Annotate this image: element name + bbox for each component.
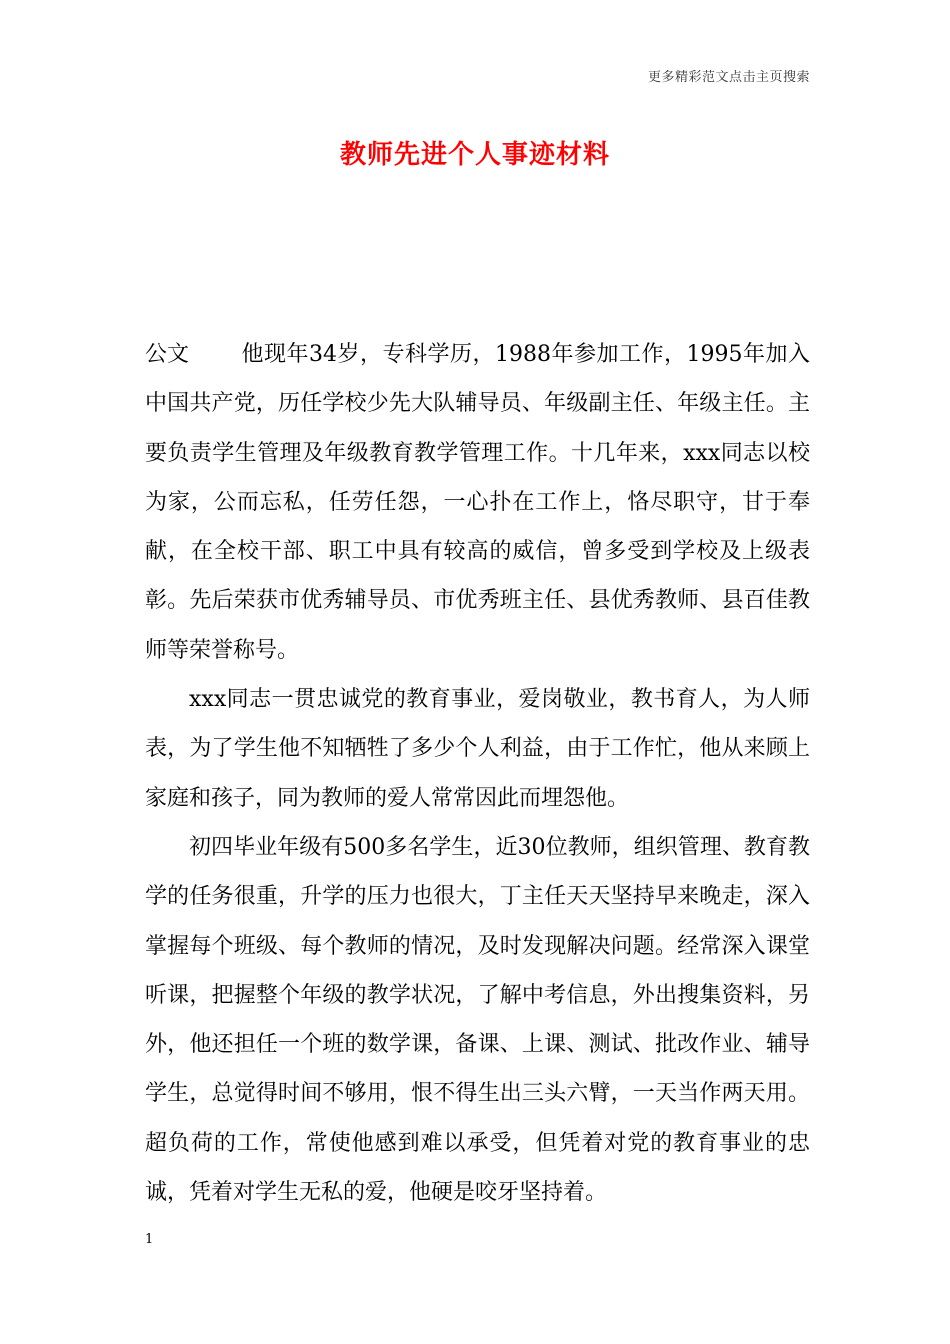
- document-title: 教师先进个人事迹材料: [339, 140, 610, 170]
- paragraph-1-text: 他现年34岁，专科学历，1988年参加工作，1995年加入中国共产党，历任学校少先大队辅导员、年级副主任、年级主任。主要负责学生管理及年级教育教学管理工作。十几年来，xxx同志以校为家，公而忘私，任劳任怨，一心扑在工作上，恪尽职守，甘于奉献，在全校干部、职工中具有较高的威信，曾多受到学校及上级表彰。先后荣获市优秀辅导员、市优秀班主任、县优秀教师、县百佳教师等荣誉称号。: [145, 342, 810, 663]
- paragraph-2: xxx同志一贯忠诚党的教育事业，爱岗敬业，教书育人，为人师表，为了学生他不知牺牲了多少个人利益，由于工作忙，他从来顾上家庭和孩子，同为教师的爱人常常因此而埋怨他。: [145, 687, 810, 811]
- document-body: [145, 330, 810, 1217]
- lead-label: 公文: [145, 342, 190, 367]
- page-number: 1: [145, 1232, 154, 1247]
- paragraph-3: 初四毕业年级有500多名学生，近30位教师，组织管理、教育教学的任务很重，升学的压力也很大，丁主任天天坚持早来晚走，深入掌握每个班级、每个教师的情况，及时发现解决问题。经常深入课堂听课，把握整个年级的教学状况，了解中考信息，外出搜集资料，另外，他还担任一个班的数学课，备课、上课、测试、批改作业、辅导学生，总觉得时间不够用，恨不得生出三头六臂，一天当作两天用。超负荷的工作，常使他感到难以承受，但凭着对党的教育事业的忠诚，凭着对学生无私的爱，他硬是咬牙坚持着。: [145, 834, 810, 1206]
- header-search-link[interactable]: 更多精彩范文点击主页搜索: [647, 70, 810, 85]
- paragraph-1: [145, 330, 810, 675]
